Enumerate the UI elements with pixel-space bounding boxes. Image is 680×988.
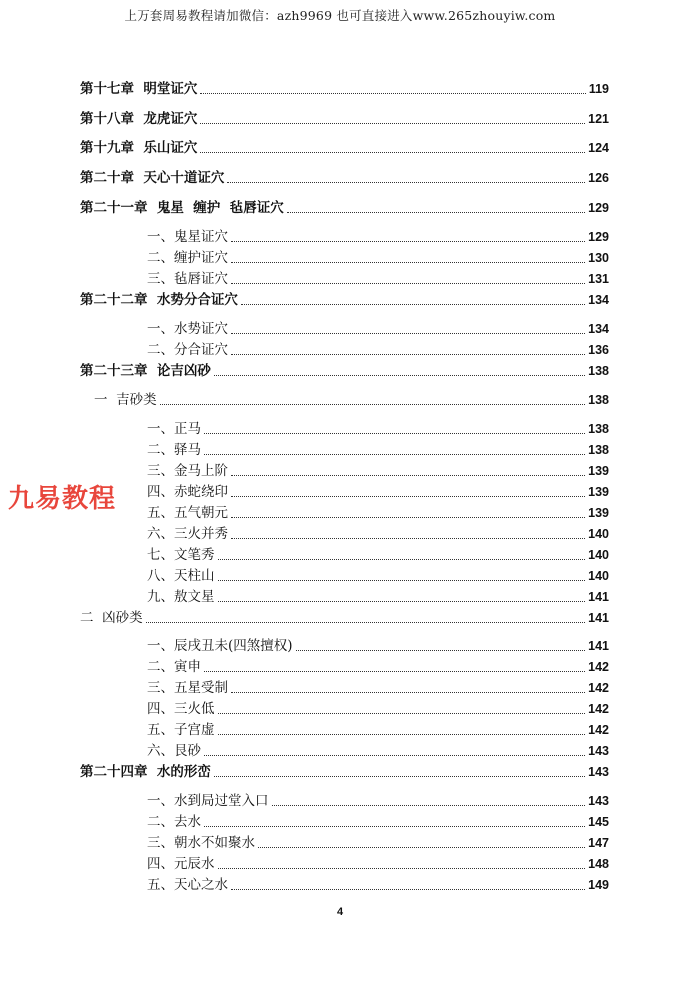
toc-chapter-entry[interactable] — [80, 291, 609, 309]
toc-entry-page: 124 — [588, 141, 609, 155]
toc-entry-page: 139 — [588, 485, 609, 499]
dot-leader — [296, 650, 586, 651]
toc-entry-page: 126 — [588, 171, 609, 185]
toc-entry-label: 第二十二章 水势分合证穴 — [80, 292, 238, 308]
dot-leader — [231, 517, 585, 518]
toc-section-entry[interactable] — [94, 391, 609, 409]
toc-entry-label: 第二十四章 水的形峦 — [80, 764, 211, 780]
toc-entry-page: 143 — [588, 794, 609, 808]
toc-entry-label: 二 凶砂类 — [80, 610, 143, 626]
toc-entry-label: 第二十章 天心十道证穴 — [80, 170, 225, 186]
toc-subentry[interactable] — [147, 721, 609, 739]
toc-entry-label: 二、分合证穴 — [147, 342, 228, 358]
dot-leader — [146, 622, 586, 623]
page-number: 4 — [336, 906, 344, 918]
dot-leader — [160, 404, 586, 405]
toc-entry-page: 140 — [588, 527, 609, 541]
toc-entry-page: 130 — [588, 251, 609, 265]
toc-entry-page: 138 — [588, 393, 609, 407]
dot-leader — [204, 826, 585, 827]
toc-entry-page: 139 — [588, 464, 609, 478]
toc-subentry[interactable] — [147, 588, 609, 606]
toc-entry-page: 142 — [588, 702, 609, 716]
toc-chapter-entry[interactable] — [80, 763, 609, 781]
toc-subentry[interactable] — [147, 700, 609, 718]
toc-entry-page: 134 — [588, 293, 609, 307]
toc-entry-label: 二、寅申 — [147, 659, 201, 675]
toc-entry-page: 143 — [588, 765, 609, 779]
toc-entry-label: 三、金马上阶 — [147, 463, 228, 479]
toc-entry-label: 四、三火低 — [147, 701, 215, 717]
dot-leader — [218, 559, 586, 560]
dot-leader — [227, 182, 585, 183]
toc-entry-page: 119 — [588, 82, 609, 96]
dot-leader — [218, 734, 586, 735]
toc-entry-page: 149 — [588, 878, 609, 892]
dot-leader — [231, 354, 585, 355]
toc-entry-label: 一 吉砂类 — [94, 392, 157, 408]
toc-subentry[interactable] — [147, 228, 609, 246]
toc-subentry[interactable] — [147, 742, 609, 760]
toc-entry-label: 一、正马 — [147, 421, 201, 437]
toc-entry-label: 五、天心之水 — [147, 877, 228, 893]
toc-entry-label: 七、文笔秀 — [147, 547, 215, 563]
toc-subentry[interactable] — [147, 462, 609, 480]
toc-entry-page: 129 — [588, 201, 609, 215]
toc-entry-page: 138 — [588, 422, 609, 436]
dot-leader — [218, 580, 586, 581]
toc-subentry[interactable] — [147, 320, 609, 338]
toc-entry-label: 第十八章 龙虎证穴 — [80, 111, 198, 127]
toc-entry-page: 140 — [588, 548, 609, 562]
toc-entry-label: 三、朝水不如聚水 — [147, 835, 255, 851]
dot-leader — [214, 375, 585, 376]
dot-leader — [231, 538, 585, 539]
toc-chapter-entry[interactable] — [80, 362, 609, 380]
toc-entry-page: 141 — [588, 639, 609, 653]
dot-leader — [204, 755, 585, 756]
toc-subentry[interactable] — [147, 658, 609, 676]
toc-subentry[interactable] — [147, 249, 609, 267]
toc-subentry[interactable] — [147, 546, 609, 564]
toc-subentry[interactable] — [147, 341, 609, 359]
dot-leader — [231, 496, 585, 497]
toc-entry-page: 142 — [588, 681, 609, 695]
dot-leader — [200, 123, 585, 124]
toc-entry-label: 第十七章 明堂证穴 — [80, 81, 198, 97]
toc-entry-page: 141 — [588, 590, 609, 604]
toc-chapter-entry[interactable] — [80, 199, 609, 217]
toc-subentry[interactable] — [147, 270, 609, 288]
dot-leader — [218, 601, 586, 602]
toc-entry-label: 三、五星受制 — [147, 680, 228, 696]
toc-subentry[interactable] — [147, 876, 609, 894]
toc-entry-label: 第十九章 乐山证穴 — [80, 140, 198, 156]
dot-leader — [200, 93, 585, 94]
toc-entry-page: 142 — [588, 660, 609, 674]
dot-leader — [204, 454, 585, 455]
dot-leader — [200, 152, 585, 153]
toc-entry-label: 四、赤蛇绕印 — [147, 484, 228, 500]
toc-chapter-entry[interactable] — [80, 80, 609, 98]
toc-entry-page: 121 — [588, 112, 609, 126]
toc-entry-label: 第二十三章 论吉凶砂 — [80, 363, 211, 379]
toc-section-entry[interactable] — [80, 609, 609, 627]
dot-leader — [204, 671, 585, 672]
toc-entry-label: 二、去水 — [147, 814, 201, 830]
toc-chapter-entry[interactable] — [80, 139, 609, 157]
toc-entry-label: 二、缠护证穴 — [147, 250, 228, 266]
dot-leader — [231, 241, 585, 242]
dot-leader — [241, 304, 585, 305]
toc-chapter-entry[interactable] — [80, 169, 609, 187]
toc-entry-label: 一、水势证穴 — [147, 321, 228, 337]
toc-entry-label: 九、敖文星 — [147, 589, 215, 605]
toc-subentry[interactable] — [147, 483, 609, 501]
toc-entry-page: 138 — [588, 364, 609, 378]
toc-entry-page: 143 — [588, 744, 609, 758]
toc-entry-page: 141 — [588, 611, 609, 625]
toc-entry-label: 六、艮砂 — [147, 743, 201, 759]
toc-subentry[interactable] — [147, 813, 609, 831]
dot-leader — [218, 713, 586, 714]
toc-entry-page: 134 — [588, 322, 609, 336]
toc-entry-page: 139 — [588, 506, 609, 520]
toc-entry-label: 第二十一章 鬼星 缠护 毡唇证穴 — [80, 200, 284, 216]
toc-subentry[interactable] — [147, 855, 609, 873]
dot-leader — [231, 692, 585, 693]
toc-subentry[interactable] — [147, 637, 609, 655]
dot-leader — [204, 433, 585, 434]
page-header-notice: 上万套周易教程请加微信：azh9969 也可直接进入www.265zhouyiw.com — [124, 8, 556, 23]
toc-entry-page: 131 — [588, 272, 609, 286]
dot-leader — [231, 333, 585, 334]
toc-subentry[interactable] — [147, 834, 609, 852]
toc-entry-page: 145 — [588, 815, 609, 829]
dot-leader — [231, 283, 585, 284]
toc-subentry[interactable] — [147, 679, 609, 697]
toc-entry-page: 142 — [588, 723, 609, 737]
toc-subentry[interactable] — [147, 792, 609, 810]
toc-entry-label: 六、三火并秀 — [147, 526, 228, 542]
toc-entry-page: 129 — [588, 230, 609, 244]
toc-subentry[interactable] — [147, 525, 609, 543]
dot-leader — [287, 212, 585, 213]
toc-subentry[interactable] — [147, 441, 609, 459]
toc-entry-label: 八、天柱山 — [147, 568, 215, 584]
toc-entry-page: 147 — [588, 836, 609, 850]
toc-subentry[interactable] — [147, 504, 609, 522]
dot-leader — [258, 847, 585, 848]
toc-entry-label: 二、驿马 — [147, 442, 201, 458]
toc-entry-page: 148 — [588, 857, 609, 871]
toc-entry-label: 一、水到局过堂入口 — [147, 793, 269, 809]
toc-entry-label: 三、毡唇证穴 — [147, 271, 228, 287]
toc-entry-label: 一、辰戌丑未(四煞擅权) — [147, 638, 293, 654]
dot-leader — [214, 776, 585, 777]
toc-entry-page: 138 — [588, 443, 609, 457]
dot-leader — [272, 805, 586, 806]
toc-entry-label: 五、五气朝元 — [147, 505, 228, 521]
toc-entry-page: 136 — [588, 343, 609, 357]
toc-entry-label: 五、子宫虚 — [147, 722, 215, 738]
toc-chapter-entry[interactable] — [80, 110, 609, 128]
toc-entry-label: 一、鬼星证穴 — [147, 229, 228, 245]
dot-leader — [218, 868, 586, 869]
watermark-logo: 九易教程 — [8, 484, 117, 514]
toc-entry-page: 140 — [588, 569, 609, 583]
toc-subentry[interactable] — [147, 567, 609, 585]
dot-leader — [231, 889, 585, 890]
dot-leader — [231, 262, 585, 263]
toc-subentry[interactable] — [147, 420, 609, 438]
toc-entry-label: 四、元辰水 — [147, 856, 215, 872]
dot-leader — [231, 475, 585, 476]
